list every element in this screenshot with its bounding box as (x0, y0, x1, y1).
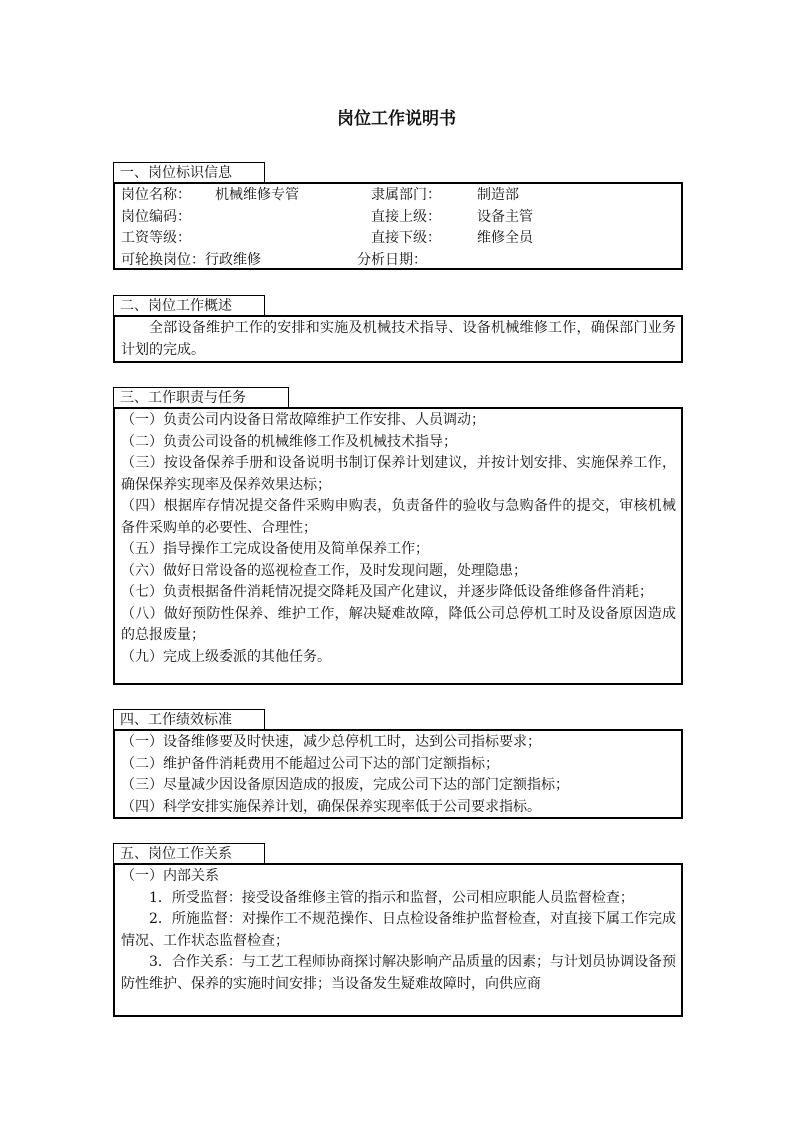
list-item: （三）尽量减少因设备原因造成的报废，完成公司下达的部门定额指标； (121, 777, 569, 793)
overview-text: 全部设备维护工作的安排和实施及机械技术指导、设备机械维修工作，确保部门业务计划的完成。 (121, 320, 676, 358)
field-label: 可轮换岗位： (121, 251, 205, 268)
list-item: 1．所受监督：接受设备维修主管的指示和监督，公司相应职能人员监督检查； (149, 889, 634, 906)
section-header-performance: 四、工作绩效标准 (113, 709, 265, 729)
section-header-identification: 一、岗位标识信息 (113, 162, 265, 182)
list-item: （九）完成上级委派的其他任务。 (121, 648, 331, 665)
section-overview (113, 315, 683, 363)
list-item: （三）按设备保养手册和设备说明书制订保养计划建议，并按计划安排、实施保养工作，确保保养实现率及保养效果达标； (121, 455, 676, 493)
list-item: 2．所施监督：对操作工不规范操作、日点检设备维护监督检查，对直接下属工作完成情况、工作状态监督检查； (121, 911, 676, 949)
section-header-relations: 五、岗位工作关系 (113, 843, 265, 863)
section-relations (113, 863, 683, 1017)
list-item: （一）设备维修要及时快速，减少总停机工时，达到公司指标要求； (121, 734, 541, 750)
list-item: （四）科学安排实施保养计划，确保保养实现率低于公司要求指标。 (121, 798, 541, 815)
info-row (121, 207, 676, 229)
field-value: 制造部 (477, 187, 519, 203)
field-value (463, 250, 613, 272)
field-value (215, 228, 371, 250)
section-identification (113, 182, 683, 270)
info-row (121, 250, 676, 272)
field-label: 分析日期： (357, 251, 427, 268)
list-item: （八）做好预防性保养、维护工作，解决疑难故障，降低公司总停机工时及设备原因造成的总报废量； (121, 605, 676, 643)
info-row (121, 185, 676, 207)
field-value: 维修全员 (477, 230, 533, 246)
field-label: 岗位名称： (121, 187, 191, 203)
field-label: 直接上级： (371, 208, 441, 225)
page-title: 岗位工作说明书 (337, 109, 456, 129)
field-value: 设备主管 (477, 208, 533, 225)
list-item: （一）负责公司内设备日常故障维护工作安排、人员调动； (121, 412, 485, 428)
list-item: 3．合作关系：与工艺工程师协商探讨解决影响产品质量的因素；与计划员协调设备预防性维护、保养的实施时间安排；当设备发生疑难故障时，向供应商 (121, 954, 676, 992)
section-header-duties: 三、工作职责与任务 (113, 387, 289, 407)
list-item: （六）做好日常设备的巡视检查工作，及时发现问题，处理隐患； (121, 562, 527, 579)
section-performance (113, 729, 683, 819)
section-duties (113, 407, 683, 685)
list-item: （四）根据库存情况提交备件采购申购表，负责备件的验收与急购备件的提交，审核机械备件采购单的必要性、合理性； (121, 498, 676, 536)
list-item: （七）负责根据备件消耗情况提交降耗及国产化建议，并逐步降低设备维修备件消耗； (121, 584, 653, 600)
field-label: 隶属部门： (371, 187, 441, 203)
list-item: （二）维护备件消耗费用不能超过公司下达的部门定额指标； (121, 755, 499, 772)
field-label: 直接下级： (371, 230, 441, 246)
list-item: （五）指导操作工完成设备使用及简单保养工作； (121, 541, 429, 557)
sub-header: （一）内部关系 (121, 868, 219, 884)
list-item: （二）负责公司设备的机械维修工作及机械技术指导； (121, 433, 457, 450)
field-value: 机械维修专管 (215, 187, 299, 203)
info-row (121, 228, 676, 250)
section-header-overview: 二、岗位工作概述 (113, 295, 265, 315)
field-label: 工资等级： (121, 230, 191, 246)
field-value (215, 207, 371, 229)
field-label: 岗位编码： (121, 208, 191, 225)
field-value: 行政维修 (205, 251, 261, 268)
